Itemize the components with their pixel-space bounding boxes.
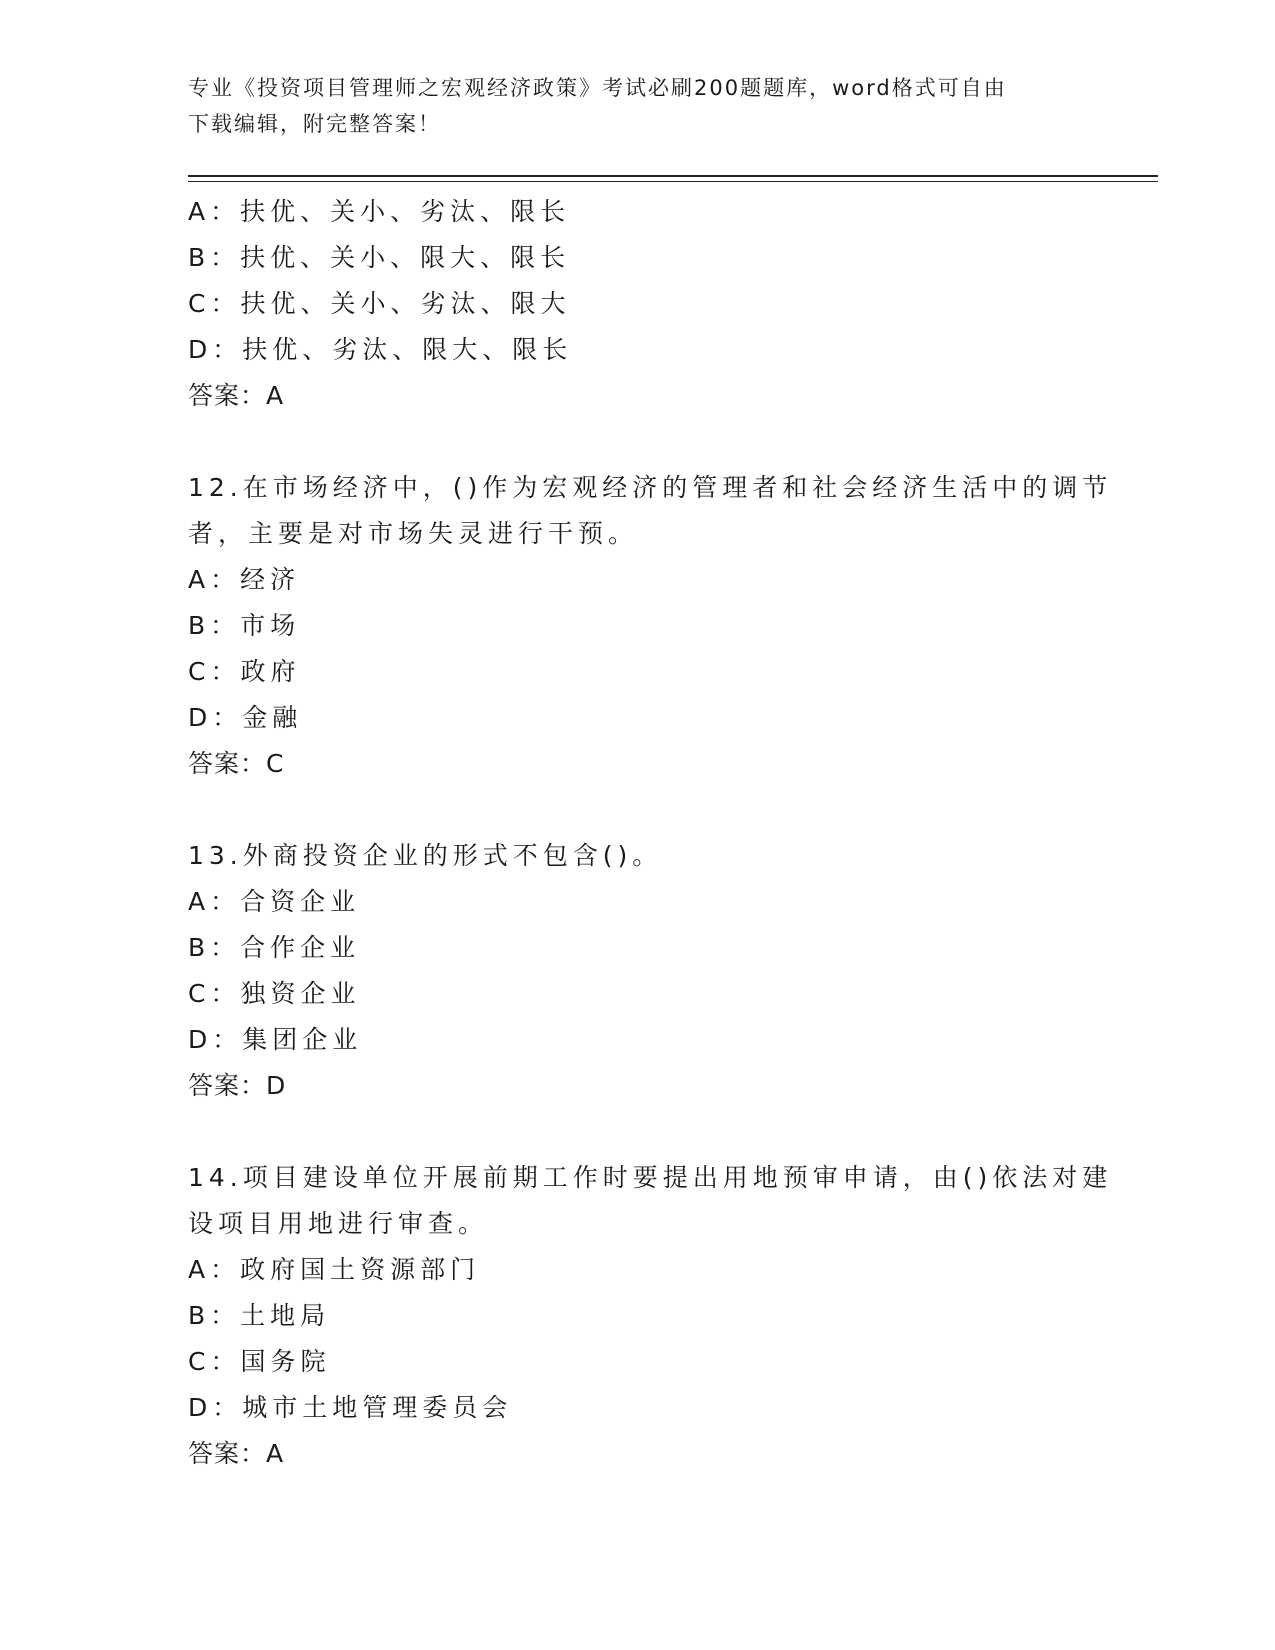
header-line-2: 下载编辑，附完整答案！: [188, 112, 441, 136]
question-stem-line: 设项目用地进行审查。: [188, 1209, 489, 1238]
question-spacer: [188, 1109, 1088, 1155]
option-b: B：扶优、关小、限大、限长: [188, 243, 571, 272]
document-header: [188, 70, 1088, 142]
question-block-14: [188, 1155, 1113, 1477]
question-stem-line: 12.在市场经济中，()作为宏观经济的管理者和社会经济生活中的调节: [188, 473, 1113, 502]
question-list: [188, 189, 1113, 1477]
question-stem-line: 者，主要是对市场失灵进行干预。: [188, 519, 639, 548]
option-a: A：合资企业: [188, 887, 361, 916]
option-a: A：经济: [188, 565, 301, 594]
option-d: D：金融: [188, 703, 303, 732]
option-a: A：扶优、关小、劣汰、限长: [188, 197, 571, 226]
header-divider-top: [188, 175, 1158, 177]
option-d: D：集团企业: [188, 1025, 363, 1054]
question-stem-line: 14.项目建设单位开展前期工作时要提出用地预审申请，由()依法对建: [188, 1163, 1113, 1192]
answer-line: 答案：D: [188, 1071, 287, 1100]
question-stem: [188, 833, 1088, 879]
option-d: D：城市土地管理委员会: [188, 1393, 513, 1422]
option-b: B：市场: [188, 611, 301, 640]
answer-line: 答案：C: [188, 749, 285, 778]
question-block-13: [188, 833, 1088, 1109]
answer-line: 答案：A: [188, 1439, 285, 1468]
option-c: C：政府: [188, 657, 301, 686]
question-stem: [188, 1155, 1113, 1247]
question-stem-line: 13.外商投资企业的形式不包含()。: [188, 841, 663, 870]
question-stem: [188, 465, 1113, 557]
header-divider-bottom: [188, 181, 1158, 182]
option-d: D：扶优、劣汰、限大、限长: [188, 335, 573, 364]
header-line-1: 专业《投资项目管理师之宏观经济政策》考试必刷200题题库，word格式可自由: [188, 76, 1007, 100]
question-block-11: [188, 189, 1088, 419]
question-spacer: [188, 787, 1088, 833]
option-c: C：扶优、关小、劣汰、限大: [188, 289, 571, 318]
option-c: C：国务院: [188, 1347, 331, 1376]
option-b: B：合作企业: [188, 933, 361, 962]
option-a: A：政府国土资源部门: [188, 1255, 481, 1284]
question-spacer: [188, 419, 1088, 465]
answer-line: 答案：A: [188, 381, 285, 410]
option-b: B：土地局: [188, 1301, 331, 1330]
option-c: C：独资企业: [188, 979, 361, 1008]
question-block-12: [188, 465, 1113, 787]
